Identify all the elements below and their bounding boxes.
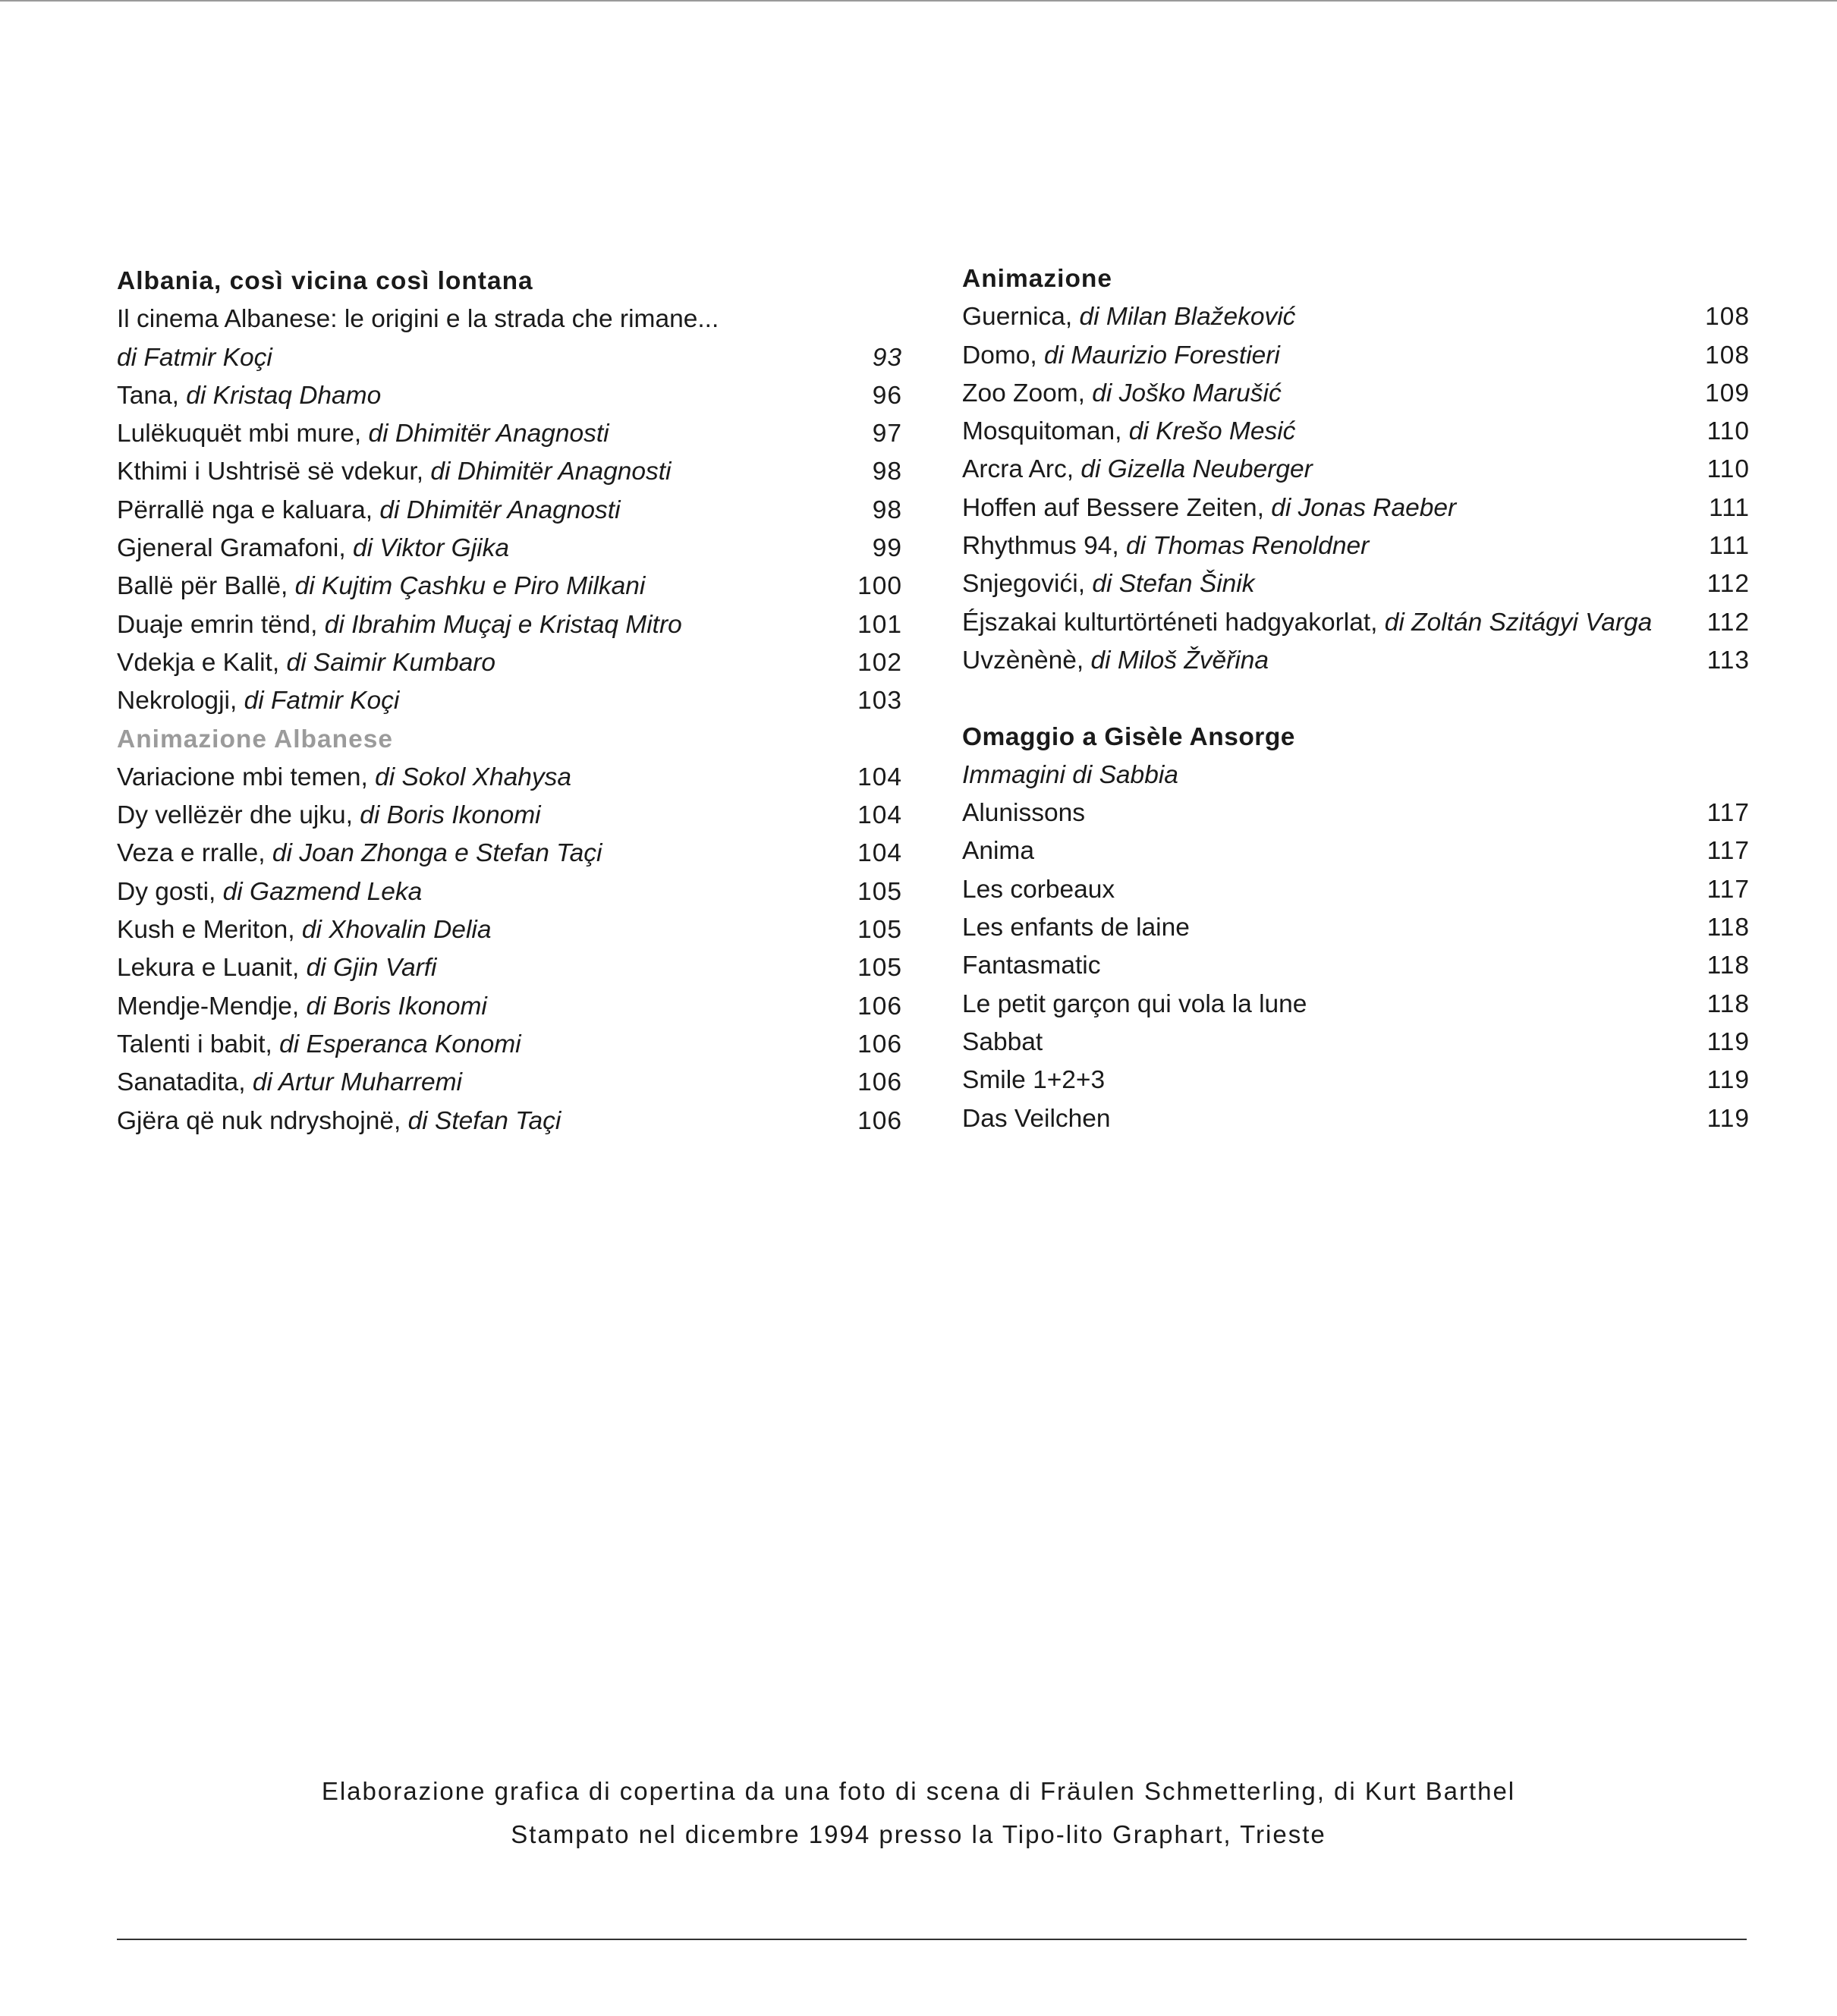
entry-title: Kthimi i Ushtrisë së vdekur, [117, 458, 431, 486]
entry-author: di Milan Blažeković [1079, 303, 1296, 332]
entry-page-number: 106 [857, 1030, 902, 1058]
entry-title: Rhythmus 94, [962, 532, 1126, 561]
right-column [962, 260, 1750, 1138]
entry-page-number: 117 [1706, 875, 1750, 904]
toc-entry [962, 375, 1750, 413]
entry-author: di Boris Ikonomi [360, 801, 541, 830]
entry-text [117, 759, 571, 797]
toc-entry [962, 337, 1750, 375]
entry-text [962, 1024, 1043, 1061]
entry-title: Das Veilchen [962, 1104, 1111, 1133]
subsection-title-immagini: Immagini di Sabbia [962, 760, 1178, 789]
toc-entry [117, 911, 902, 949]
entry-text [962, 604, 1652, 642]
toc-entry [962, 604, 1750, 642]
section-spacer [962, 680, 1750, 718]
entry-title: Les enfants de laine [962, 914, 1190, 942]
entry-title: Dy vellëzër dhe ujku, [117, 801, 360, 830]
entry-text [117, 530, 509, 568]
entry-title: Zoo Zoom, [962, 379, 1093, 407]
intro-author-line [117, 339, 902, 377]
entry-author: di Gazmend Leka [222, 877, 423, 906]
entry-page-number: 106 [857, 1106, 902, 1135]
entry-author: di Maurizio Forestieri [1043, 341, 1280, 370]
entry-title: Lulëkuquët mbi mure, [117, 420, 369, 448]
section-title-animazione-albanese: Animazione Albanese [117, 725, 394, 753]
entry-text [117, 453, 671, 491]
toc-entry [117, 530, 902, 568]
intro-author: di Fatmir Koçi [117, 343, 272, 372]
entry-title: Sanatadita, [117, 1068, 253, 1097]
entry-title: Mendje-Mendje, [117, 992, 307, 1021]
toc-entry [117, 759, 902, 797]
toc-entry [117, 568, 902, 605]
entry-title: Talenti i babit, [117, 1030, 280, 1058]
entry-author: di Fatmir Koçi [244, 687, 400, 716]
toc-entry [962, 871, 1750, 909]
entry-text [962, 832, 1034, 870]
entry-title: Alunissons [962, 799, 1086, 828]
toc-entry [962, 642, 1750, 680]
toc-entry [117, 1026, 902, 1064]
right-entries-2 [962, 794, 1750, 1138]
toc-entry [962, 832, 1750, 870]
entry-text [117, 682, 399, 720]
entry-page-number: 118 [1706, 989, 1750, 1018]
section-title-albania: Albania, così vicina così lontana [117, 267, 533, 295]
toc-entry [962, 527, 1750, 565]
entry-title: Le petit garçon qui vola la lune [962, 989, 1307, 1018]
toc-entry [117, 835, 902, 873]
entry-text [962, 298, 1295, 336]
entry-page-number: 109 [1705, 379, 1750, 407]
entry-page-number: 104 [857, 839, 902, 868]
toc-entry [962, 1061, 1750, 1099]
credits-print-line: Stampato nel dicembre 1994 presso la Tipo-lito Graphart, Trieste [511, 1820, 1326, 1848]
entry-page-number: 118 [1706, 914, 1750, 942]
entry-title: Fantasmatic [962, 951, 1101, 980]
entry-title: Domo, [962, 341, 1044, 370]
entry-author: di Miloš Žvěřina [1090, 646, 1269, 675]
entry-author: di Saimir Kumbaro [286, 648, 496, 677]
intro-line [117, 300, 902, 338]
entry-page-number: 110 [1706, 455, 1750, 484]
entry-author: di Jonas Raeber [1271, 493, 1457, 522]
toc-entry [962, 947, 1750, 985]
left-entries-1 [117, 377, 902, 721]
entry-author: di Gizella Neuberger [1080, 455, 1313, 484]
entry-author: di Dhimitër Anagnosti [379, 495, 621, 524]
entry-author: di Ibrahim Muçaj e Kristaq Mitro [324, 610, 682, 639]
entry-title: Veza e rralle, [117, 839, 272, 868]
left-column [117, 263, 902, 1140]
entry-page-number: 97 [872, 420, 902, 448]
top-rule [0, 0, 1837, 2]
entry-title: Dy gosti, [117, 877, 223, 906]
entry-text [117, 949, 436, 987]
entry-title: Guernica, [962, 303, 1080, 332]
entry-title: Ballë për Ballë, [117, 572, 295, 601]
entry-text [117, 873, 422, 911]
entry-text [117, 988, 487, 1026]
toc-entry [962, 794, 1750, 832]
entry-title: Vdekja e Kalit, [117, 648, 287, 677]
section-title-omaggio: Omaggio a Gisèle Ansorge [962, 722, 1295, 751]
entry-title: Kush e Meriton, [117, 916, 302, 945]
entry-author: di Esperanca Konomi [279, 1030, 521, 1058]
entry-author: di Gjin Varfi [306, 954, 437, 983]
entry-text [117, 606, 682, 644]
entry-page-number: 117 [1706, 799, 1750, 828]
entry-title: Duaje emrin tënd, [117, 610, 325, 639]
entry-text [962, 565, 1254, 603]
entry-text [962, 986, 1307, 1024]
entry-page-number: 100 [857, 572, 902, 601]
entry-page-number: 98 [872, 458, 902, 486]
credits-cover-line: Elaborazione grafica di copertina da una foto di scena di Fräulen Schmetterling, di Kurt Barthel [321, 1777, 1516, 1805]
entry-page-number: 111 [1709, 493, 1750, 522]
entry-text [117, 1064, 462, 1102]
entry-author: di Kujtim Çashku e Piro Milkani [294, 572, 646, 601]
entry-page-number: 101 [857, 610, 902, 639]
toc-entry [962, 298, 1750, 336]
entry-author: di Joan Zhonga e Stefan Taçi [272, 839, 602, 868]
left-entries-2 [117, 759, 902, 1140]
entry-page-number: 119 [1706, 1104, 1750, 1133]
toc-entry [962, 451, 1750, 489]
entry-text [962, 909, 1190, 947]
entry-author: di Stefan Taçi [407, 1106, 561, 1135]
entry-title: Les corbeaux [962, 875, 1115, 904]
toc-entry [117, 606, 902, 644]
entry-title: Lekura e Luanit, [117, 954, 307, 983]
entry-page-number: 105 [857, 916, 902, 945]
entry-page-number: 98 [872, 495, 902, 524]
toc-entry [117, 1102, 902, 1140]
entry-text [962, 871, 1115, 909]
entry-page-number: 119 [1706, 1027, 1750, 1056]
entry-page-number: 96 [872, 381, 902, 410]
entry-text [117, 1026, 521, 1064]
entry-text [117, 377, 381, 415]
toc-entry [117, 682, 902, 720]
entry-author: di Zoltán Szitágyi Varga [1384, 608, 1653, 637]
entry-author: di Dhimitër Anagnosti [430, 458, 672, 486]
entry-page-number: 104 [857, 763, 902, 791]
toc-entry [117, 873, 902, 911]
entry-text [962, 947, 1100, 985]
entry-page-number: 102 [857, 648, 902, 677]
entry-author: di Xhovalin Delia [301, 916, 492, 945]
entry-title: Tana, [117, 381, 187, 410]
entry-title: Sabbat [962, 1027, 1043, 1056]
toc-entry [117, 797, 902, 835]
entry-author: di Stefan Šinik [1092, 570, 1255, 599]
toc-entry [962, 909, 1750, 947]
credits [0, 1769, 1837, 1856]
toc-entry [962, 1024, 1750, 1061]
entry-page-number: 111 [1709, 532, 1750, 561]
entry-text [962, 451, 1313, 489]
toc-entry [117, 988, 902, 1026]
entry-text [962, 337, 1280, 375]
entry-text [117, 1102, 561, 1140]
entry-text [962, 1061, 1105, 1099]
entry-author: di Boris Ikonomi [306, 992, 487, 1021]
entry-text [117, 797, 541, 835]
entry-text [962, 1100, 1111, 1138]
entry-title: Uvzènènè, [962, 646, 1091, 675]
entry-title: Hoffen auf Bessere Zeiten, [962, 493, 1272, 522]
entry-page-number: 105 [857, 954, 902, 983]
toc-entry [117, 377, 902, 415]
entry-page-number: 117 [1706, 837, 1750, 866]
toc-entry [117, 949, 902, 987]
toc-entry [117, 415, 902, 453]
entry-page-number: 113 [1706, 646, 1750, 675]
section-title-animazione: Animazione [962, 265, 1112, 293]
intro-title: Il cinema Albanese: le origini e la strada che rimane... [117, 305, 719, 334]
entry-title: Variacione mbi temen, [117, 763, 376, 791]
toc-entry [117, 644, 902, 682]
entry-author: di Krešo Mesić [1128, 417, 1296, 446]
entry-text [117, 568, 645, 605]
entry-title: Snjegovići, [962, 570, 1093, 599]
entry-page-number: 103 [857, 687, 902, 716]
entry-author: di Joško Marušić [1092, 379, 1282, 407]
entry-author: di Viktor Gjika [352, 534, 509, 563]
entry-page-number: 108 [1705, 303, 1750, 332]
entry-text [962, 794, 1085, 832]
entry-text [962, 375, 1282, 413]
entry-page-number: 119 [1706, 1066, 1750, 1095]
entry-text [117, 644, 495, 682]
entry-page-number: 112 [1706, 570, 1750, 599]
toc-entry [962, 1100, 1750, 1138]
entry-title: Nekrologji, [117, 687, 244, 716]
entry-page-number: 112 [1706, 608, 1750, 637]
toc-entry [117, 453, 902, 491]
bottom-rule [117, 1939, 1747, 1940]
entry-text [962, 642, 1269, 680]
entry-page-number: 104 [857, 801, 902, 830]
entry-page-number: 108 [1705, 341, 1750, 370]
entry-page-number: 105 [857, 877, 902, 906]
toc-entry [117, 492, 902, 530]
entry-title: Arcra Arc, [962, 455, 1081, 484]
entry-text [962, 413, 1295, 451]
entry-title: Éjszakai kulturtörténeti hadgyakorlat, [962, 608, 1385, 637]
entry-author: di Artur Muharremi [252, 1068, 462, 1097]
entry-text [117, 492, 621, 530]
entry-text [117, 835, 602, 873]
entry-text [962, 489, 1456, 527]
toc-entry [117, 1064, 902, 1102]
entry-title: Gjëra që nuk ndryshojnë, [117, 1106, 408, 1135]
entry-text [117, 911, 491, 949]
toc-entry [962, 413, 1750, 451]
entry-page-number: 110 [1706, 417, 1750, 446]
right-entries-1 [962, 298, 1750, 680]
entry-page-number: 99 [872, 534, 902, 563]
entry-page-number: 118 [1706, 951, 1750, 980]
entry-title: Mosquitoman, [962, 417, 1129, 446]
entry-title: Përrallë nga e kaluara, [117, 495, 380, 524]
entry-author: di Sokol Xhahysa [375, 763, 571, 791]
entry-page-number: 106 [857, 992, 902, 1021]
entry-title: Gjeneral Gramafoni, [117, 534, 353, 563]
toc-entry [962, 489, 1750, 527]
entry-page-number: 106 [857, 1068, 902, 1097]
entry-title: Smile 1+2+3 [962, 1066, 1106, 1095]
intro-page-number: 93 [872, 343, 902, 372]
entry-author: di Dhimitër Anagnosti [368, 420, 609, 448]
entry-text [962, 527, 1369, 565]
entry-author: di Thomas Renoldner [1125, 532, 1370, 561]
entry-title: Anima [962, 837, 1034, 866]
toc-entry [962, 986, 1750, 1024]
entry-author: di Kristaq Dhamo [186, 381, 382, 410]
entry-text [117, 415, 609, 453]
toc-entry [962, 565, 1750, 603]
